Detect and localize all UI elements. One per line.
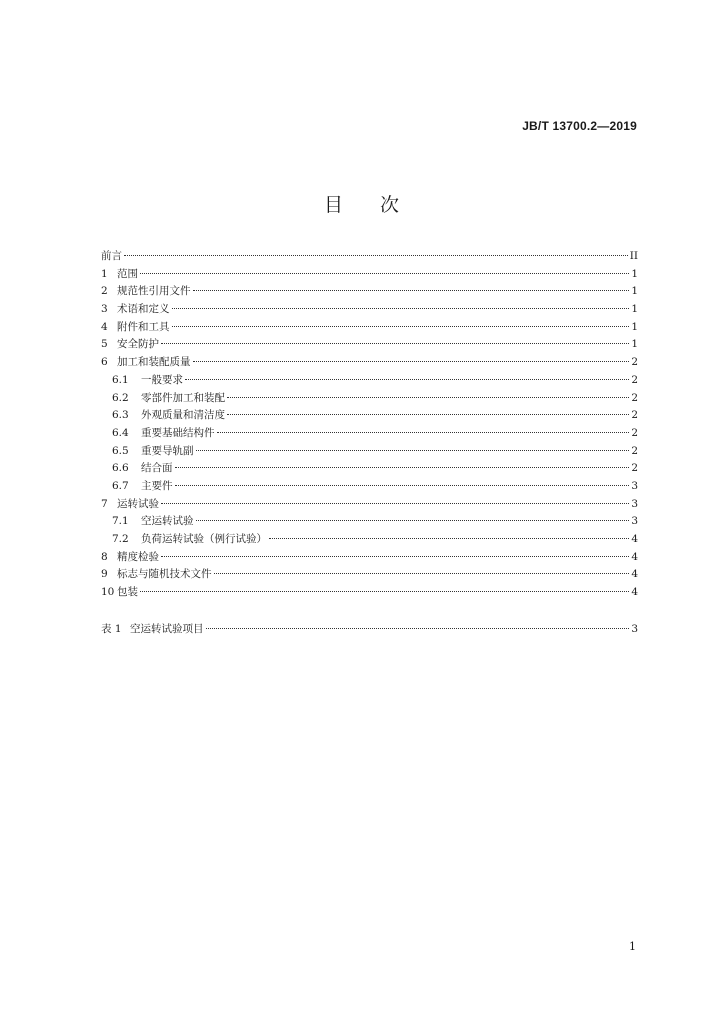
toc-entry-title: 结合面: [141, 462, 173, 475]
toc-entry-title: 范围: [117, 267, 138, 280]
toc-entry[interactable]: [101, 496, 638, 514]
toc-entry-page: II: [629, 250, 638, 262]
toc-entry-page: 4: [631, 550, 638, 563]
toc-entry-page: 3: [631, 622, 638, 635]
toc-entry-number: 6.4: [112, 426, 129, 439]
toc-entry[interactable]: [101, 266, 638, 284]
toc-entry-page: 1: [631, 267, 638, 280]
toc-entry-page: 2: [631, 444, 638, 457]
toc-entry-number: 7: [101, 497, 108, 510]
toc-entry-title: 空运转试验: [141, 515, 194, 528]
toc-entry-page: 3: [631, 515, 638, 528]
document-code: JB/T 13700.2—2019: [522, 119, 637, 133]
toc-entry[interactable]: [101, 407, 638, 425]
toc-entry-number: 10: [101, 586, 115, 599]
toc-list: [101, 248, 638, 602]
toc-entry-number: 7.1: [112, 515, 129, 528]
toc-entry-title: 一般要求: [141, 373, 183, 386]
toc-entry-page: 3: [631, 497, 638, 510]
toc-entry-page: 2: [631, 356, 638, 369]
toc-entry-title: 外观质量和清洁度: [141, 409, 225, 422]
toc-dot-leader: [175, 467, 630, 468]
toc-entry-number: 5: [101, 338, 108, 351]
toc-entry-title: 安全防护: [117, 338, 159, 351]
toc-entry-number: 6.6: [112, 462, 129, 475]
toc-entry-number: 6.3: [112, 409, 129, 422]
toc-entry-number: 8: [101, 550, 108, 563]
toc-entry-title: 精度检验: [117, 550, 159, 563]
toc-dot-leader: [140, 273, 629, 274]
toc-dot-leader: [227, 414, 629, 415]
toc-entry-page: 2: [631, 426, 638, 439]
toc-dot-leader: [193, 361, 630, 362]
toc-dot-leader: [269, 538, 629, 539]
toc-entry[interactable]: [101, 390, 638, 408]
toc-dot-leader: [196, 450, 630, 451]
toc-entry-number: 1: [101, 267, 108, 280]
toc-dot-leader: [185, 379, 629, 380]
toc-entry-title: 术语和定义: [117, 303, 170, 316]
toc-entry[interactable]: [101, 336, 638, 354]
toc-dot-leader: [161, 343, 629, 344]
toc-entry-title: 零部件加工和装配: [141, 391, 225, 404]
toc-entry-page: 1: [631, 320, 638, 333]
toc-entry-number: 3: [101, 303, 108, 316]
toc-entry[interactable]: [101, 566, 638, 584]
toc-entry-number: 6: [101, 356, 108, 369]
toc-entry[interactable]: [101, 478, 638, 496]
toc-entry[interactable]: [101, 319, 638, 337]
toc-dot-leader: [227, 397, 629, 398]
toc-entry-page: 2: [631, 373, 638, 386]
toc-entry-page: 4: [631, 568, 638, 581]
toc-entry-title: 运转试验: [117, 497, 159, 510]
toc-entry-number: 6.2: [112, 391, 129, 404]
toc-entry[interactable]: [101, 460, 638, 478]
toc-entry-page: 1: [631, 285, 638, 298]
toc-entry-title: 规范性引用文件: [117, 285, 191, 298]
toc-entry-number: 表 1: [101, 622, 122, 635]
toc-entry-title: 主要件: [141, 479, 173, 492]
toc-entry[interactable]: [101, 372, 638, 390]
toc-entry-title: 附件和工具: [117, 320, 170, 333]
toc-entry-number: 4: [101, 320, 108, 333]
toc-entry-title: 标志与随机技术文件: [117, 568, 212, 581]
toc-dot-leader: [161, 556, 629, 557]
toc-entry-page: 3: [631, 479, 638, 492]
toc-entry[interactable]: [101, 443, 638, 461]
toc-entry[interactable]: [101, 283, 638, 301]
toc-dot-leader: [193, 290, 630, 291]
toc-dot-leader: [124, 255, 628, 256]
toc-entry-page: 2: [631, 391, 638, 404]
toc-dot-leader: [175, 485, 630, 486]
toc-entry[interactable]: [101, 584, 638, 602]
toc-entry-number: 6.5: [112, 444, 129, 457]
toc-entry-title: 包装: [117, 586, 138, 599]
toc-entry[interactable]: [101, 425, 638, 443]
page-number: 1: [629, 940, 636, 953]
toc-entry-page: 2: [631, 462, 638, 475]
toc-entry-number: 9: [101, 568, 108, 581]
toc-dot-leader: [214, 573, 630, 574]
toc-dot-leader: [161, 503, 629, 504]
toc-entry-title: 重要导轨副: [141, 444, 194, 457]
table-of-contents: [101, 248, 638, 638]
toc-entry-number: 6.7: [112, 479, 129, 492]
page-title-part2: 次: [380, 194, 401, 216]
toc-entry-page: 2: [631, 409, 638, 422]
toc-entry-page: 1: [631, 303, 638, 316]
toc-entry[interactable]: [101, 549, 638, 567]
toc-dot-leader: [206, 628, 630, 629]
page-title: [0, 190, 724, 217]
toc-dot-leader: [217, 432, 630, 433]
toc-entry-number: 7.2: [112, 533, 129, 545]
toc-dot-leader: [172, 308, 630, 309]
toc-entry-title: 加工和装配质量: [117, 356, 191, 369]
toc-dot-leader: [172, 326, 630, 327]
toc-entry[interactable]: [101, 621, 638, 639]
toc-entry-number: 2: [101, 285, 108, 298]
table-list: [101, 621, 638, 639]
toc-entry-title: 前言: [101, 250, 122, 262]
toc-entry-number: 6.1: [112, 373, 129, 386]
toc-entry-title: 重要基础结构件: [141, 426, 215, 439]
toc-entry[interactable]: [101, 248, 638, 266]
toc-dot-leader: [140, 591, 629, 592]
toc-entry-page: 1: [631, 338, 638, 351]
page-title-part1: 目: [323, 194, 344, 216]
toc-entry-page: 4: [631, 586, 638, 599]
toc-entry-page: 4: [631, 533, 638, 545]
toc-entry-title: 负荷运转试验（例行试验）: [141, 533, 267, 545]
toc-entry[interactable]: [101, 513, 638, 531]
toc-entry[interactable]: [101, 301, 638, 319]
toc-entry[interactable]: [101, 354, 638, 372]
toc-entry-title: 空运转试验项目: [130, 622, 204, 635]
toc-entry[interactable]: [101, 531, 638, 549]
toc-dot-leader: [196, 520, 630, 521]
